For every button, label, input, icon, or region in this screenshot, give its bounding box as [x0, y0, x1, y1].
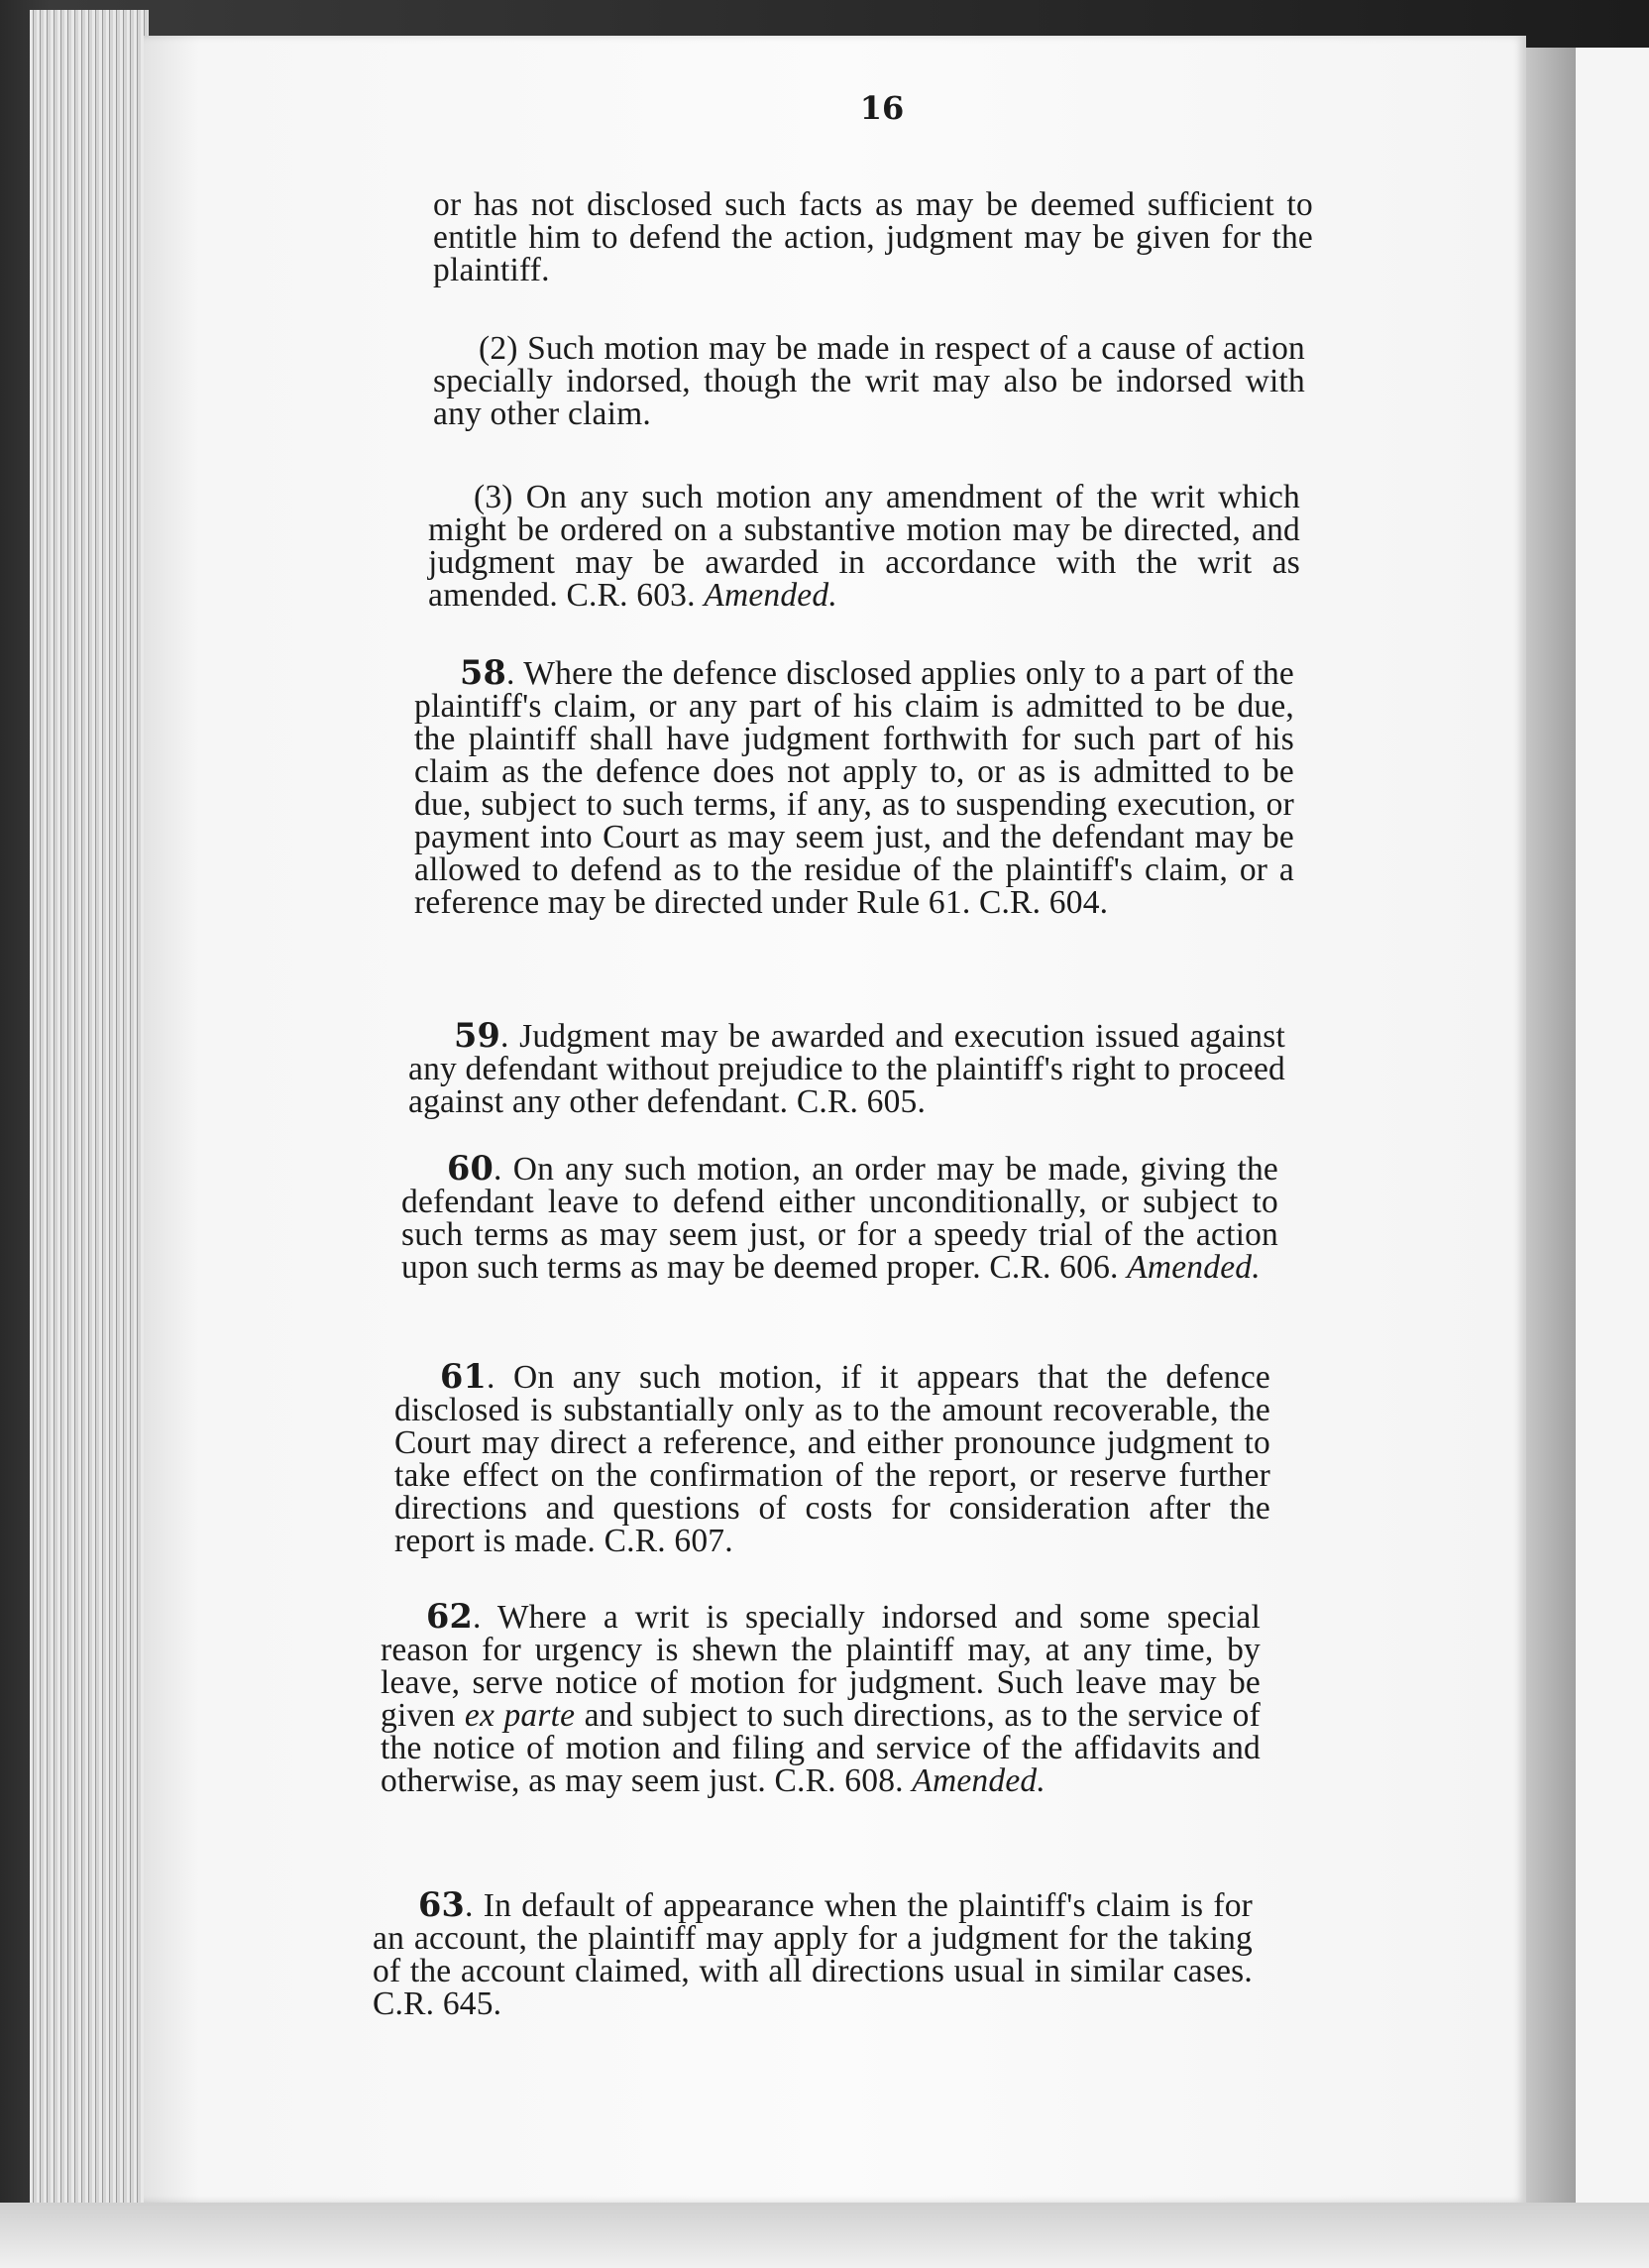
- rule-59: [408, 1016, 1285, 1120]
- paragraph-sub-3: [428, 481, 1300, 612]
- rule-number: 63: [418, 1885, 466, 1924]
- rule-62: [381, 1597, 1261, 1799]
- paragraph-text: [394, 1357, 1270, 1559]
- rule-60: [401, 1149, 1278, 1286]
- rule-63: [373, 1885, 1253, 2022]
- scan-bottom-band: [0, 2203, 1649, 2268]
- rule-number: 58: [460, 653, 507, 692]
- paragraph-body: (3) On any such motion any amendment of the writ which might be ordered on a substantive motion may be directed, and judgment may be awarded in accordance with the writ as amended. C.R. 603.: [428, 479, 1300, 614]
- paragraph-text: [428, 481, 1300, 612]
- rule-body: . On any such motion, if it appears that the defence disclosed is substantially only as to the amount recoverable, the Court may direct a reference, and either pronounce judgment to take effect on the confirmation of the report, or reserve further directions and questions of costs for consideration after the report is made. C.R. 607.: [394, 1359, 1270, 1559]
- rule-body: . Where the defence disclosed applies only to a part of the plaintiff's claim, or any part of his claim is admitted to be due, the plaintiff shall have judgment forthwith for such part of his claim as the defence does not apply to, or as is admitted to be due, subject to such terms, if any, as to suspending execution, or payment into Court as may seem just, and the defendant may be allowed to defend as to the residue of the plaintiff's claim, or a reference may be directed under Rule 61. C.R. 604.: [414, 655, 1294, 921]
- page-edges-left: [30, 10, 149, 2211]
- paragraph-continuation: [433, 188, 1313, 286]
- rule-number: 60: [447, 1149, 495, 1188]
- amended-note: Amended.: [1127, 1249, 1261, 1286]
- rule-number: 62: [426, 1597, 474, 1636]
- paragraph-text: [381, 1597, 1261, 1799]
- paragraph-sub-2: [433, 332, 1305, 430]
- rule-number: 61: [440, 1357, 488, 1396]
- paragraph-text: or has not disclosed such facts as may be deemed sufficient to entitle him to defend the action, judgment may be given for the plaintiff.: [433, 186, 1313, 288]
- paragraph-text: [414, 653, 1294, 921]
- paragraph-text: [401, 1149, 1278, 1286]
- next-page-edge: [1576, 48, 1649, 2203]
- amended-note: Amended.: [912, 1762, 1045, 1799]
- paragraph-text: [408, 1016, 1285, 1120]
- rule-body: . Judgment may be awarded and execution issued against any defendant without prejudice to the plaintiff's right to proceed against any other defendant. C.R. 605.: [408, 1018, 1285, 1120]
- amended-note: Amended.: [704, 577, 837, 614]
- rule-58: [414, 653, 1294, 921]
- rule-number: 59: [454, 1016, 501, 1055]
- rule-body: . In default of appearance when the plaintiff's claim is for an account, the plaintiff may apply for a judgment for the taking of the account claimed, with all directions usual in similar cases. C.R. 645.: [373, 1887, 1253, 2022]
- rule-body: . On any such motion, an order may be made, giving the defendant leave to defend either unconditionally, or subject to such terms as may seem just, or for a speedy trial of the action upon such terms as may be deemed proper. C.R. 606.: [401, 1151, 1278, 1286]
- rule-61: [394, 1357, 1270, 1559]
- rule-body-continued: and subject to such directions, as to the service of the notice of motion and filing and service of the affidavits and otherwise, as may seem just. C.R. 608.: [381, 1697, 1261, 1799]
- paragraph-text: (2) Such motion may be made in respect of a cause of action specially indorsed, though the writ may also be indorsed with any other claim.: [433, 330, 1305, 432]
- rule-body: . Where a writ is specially indorsed and some special reason for urgency is shewn the plaintiff may, at any time, by leave, serve notice of motion for judgment. Such leave may be given: [381, 1599, 1261, 1734]
- page-number: 16: [859, 89, 905, 127]
- paragraph-text: [373, 1885, 1253, 2022]
- italic-phrase: ex parte: [464, 1697, 576, 1734]
